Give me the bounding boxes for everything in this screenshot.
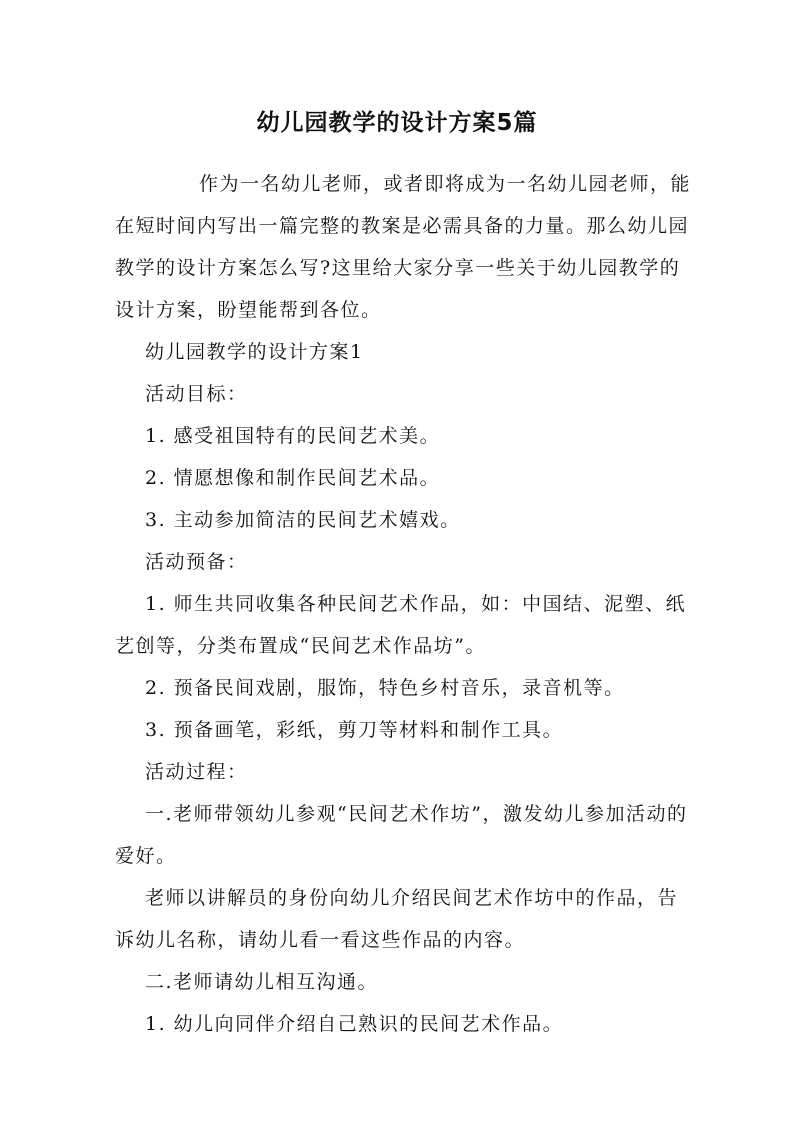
process-paragraph: 老师以讲解员的身份向幼儿介绍民间艺术作坊中的作品，告诉幼儿名称，请幼儿看一看这些作品的内容。 (115, 887, 679, 951)
document-body (115, 163, 695, 1045)
goal-item: 3. 主动参加简洁的民间艺术嬉戏。 (145, 509, 461, 531)
process-heading: 活动过程： (145, 761, 248, 783)
goal-item: 2. 情愿想像和制作民间艺术品。 (145, 467, 441, 489)
process-item: 1. 幼儿向同伴介绍自己熟识的民间艺术作品。 (145, 1013, 564, 1035)
activity-goals-heading: 活动目标： (145, 383, 248, 405)
process-step: 二.老师请幼儿相互沟通。 (145, 971, 379, 993)
preparation-item: 3. 预备画笔，彩纸，剪刀等材料和制作工具。 (145, 719, 564, 741)
preparation-item: 1. 师生共同收集各种民间艺术作品，如：中国结、泥塑、纸艺创等，分类布置成“民间艺术作品坊”。 (115, 593, 687, 657)
process-step: 一.老师带领幼儿参观“民间艺术作坊”，激发幼儿参加活动的爱好。 (115, 803, 688, 867)
goal-item: 1. 感受祖国特有的民间艺术美。 (145, 425, 441, 447)
document-title: 幼儿园教学的设计方案5篇 (256, 110, 538, 136)
section-heading: 幼儿园教学的设计方案1 (145, 341, 364, 363)
preparation-item: 2. 预备民间戏剧，服饰，特色乡村音乐，录音机等。 (145, 677, 625, 699)
intro-paragraph: 作为一名幼儿老师，或者即将成为一名幼儿园老师，能在短时间内写出一篇完整的教案是必需具备的力量。那么幼儿园教学的设计方案怎么写?这里给大家分享一些关于幼儿园教学的设计方案，盼望能帮到各位。 (115, 173, 692, 321)
preparation-heading: 活动预备： (145, 551, 248, 573)
